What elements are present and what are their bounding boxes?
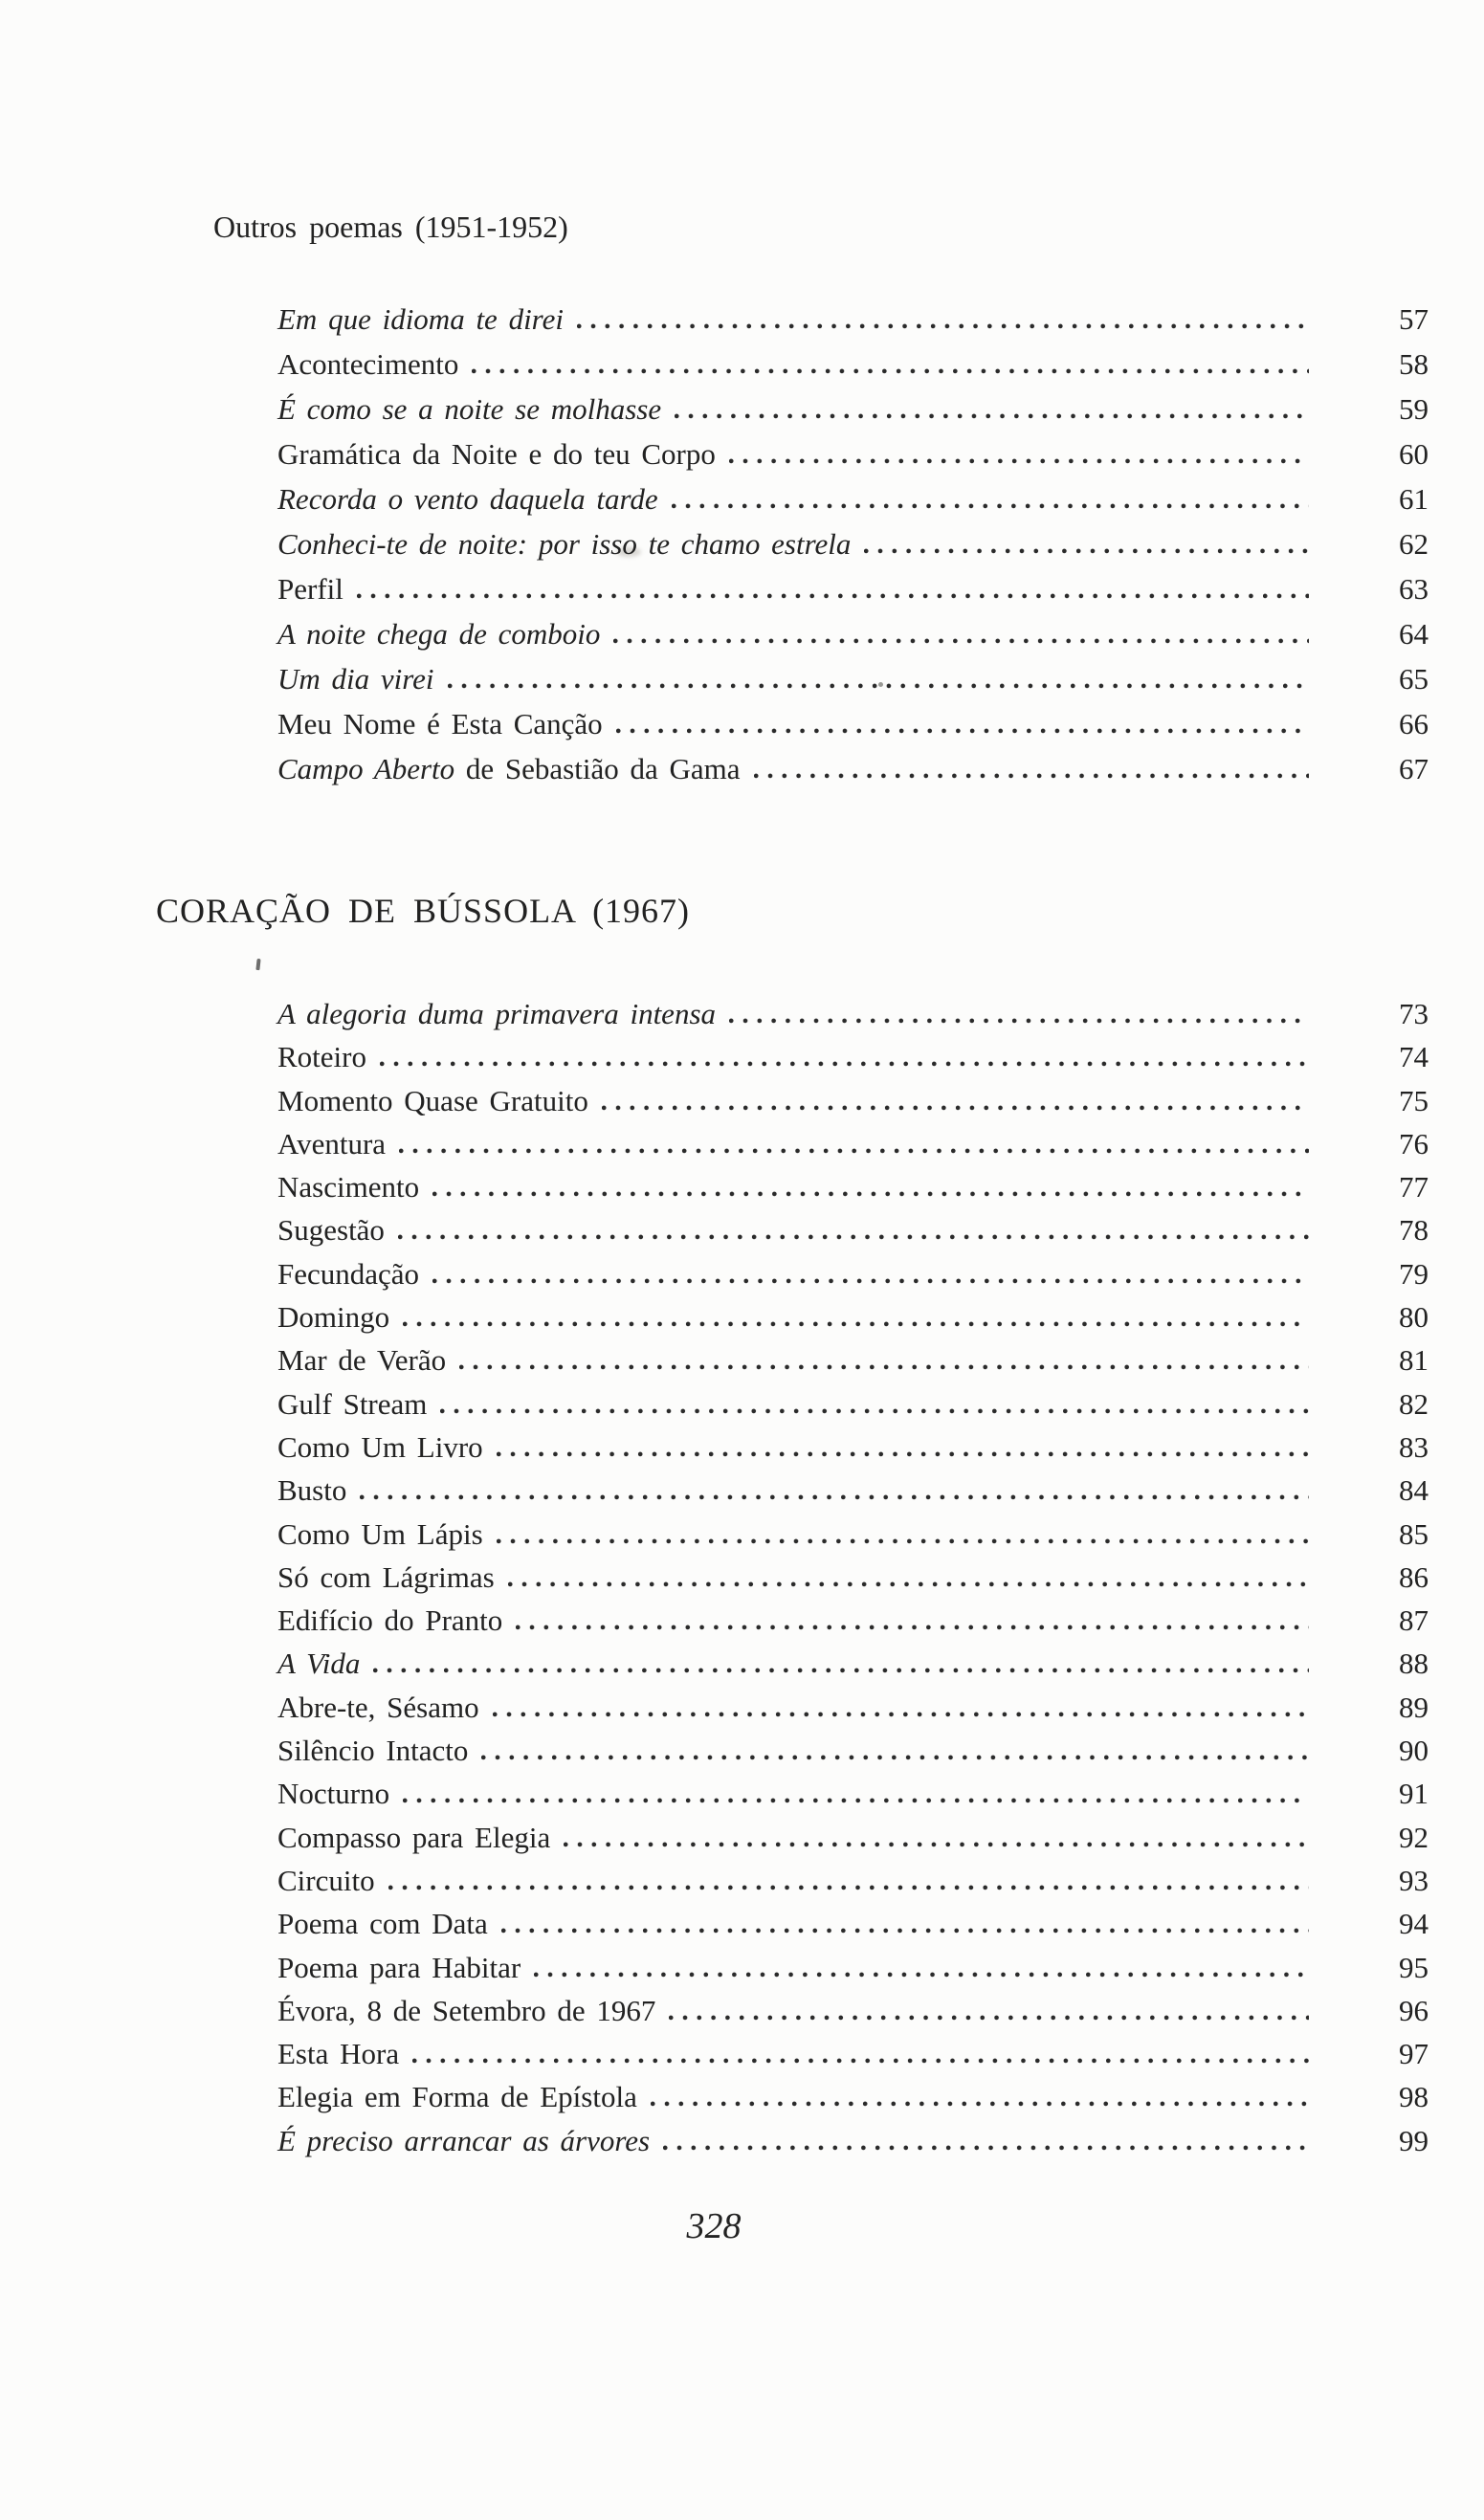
dot-leader [459,1364,1309,1370]
dot-leader [360,1494,1309,1500]
folio-page-number: 328 [686,2206,742,2246]
toc-entry-page: 87 [1399,1603,1429,1638]
toc-entry-title: Como Um Lápis [277,1516,483,1551]
toc-entry-title: Sugestão [277,1213,385,1248]
toc-entry-title: Fecundação [277,1256,420,1291]
dot-leader [440,1408,1309,1414]
toc-entry-page: 61 [1399,482,1429,516]
toc-entry [277,482,1429,527]
toc-entry [277,1517,1429,1560]
toc-entry [277,707,1429,752]
toc-entry-page: 86 [1399,1559,1429,1594]
toc-entry-title: Meu Nome é Esta Canção [277,707,603,741]
toc-list-outros-poemas [277,302,1429,797]
dot-leader [412,2058,1309,2064]
toc-entry-title: Poema com Data [277,1907,488,1941]
toc-entry [277,1387,1429,1430]
toc-entry [277,1994,1429,2037]
toc-entry-page: 65 [1399,662,1429,696]
toc-entry [277,1300,1429,1343]
toc-entry-page: 93 [1399,1863,1429,1897]
toc-entry-page: 84 [1399,1473,1429,1508]
dot-leader [432,1191,1309,1197]
dot-leader [613,638,1309,644]
toc-entry [277,302,1429,347]
dot-leader [373,1668,1309,1673]
toc-entry-title: Circuito [277,1863,375,1897]
toc-entry [277,662,1429,707]
toc-entry [277,572,1429,617]
dot-leader [403,1321,1309,1327]
toc-entry-page: 94 [1399,1907,1429,1941]
toc-entry-page: 60 [1399,437,1429,471]
dot-leader [472,368,1309,374]
toc-entry-page: 62 [1399,527,1429,561]
toc-entry-title: Roteiro [277,1040,366,1074]
toc-entry-title: Em que idioma te direi [277,302,564,336]
toc-entry [277,1560,1429,1603]
toc-entry [277,392,1429,437]
toc-entry-page: 81 [1399,1343,1429,1378]
dot-leader [388,1885,1309,1890]
toc-entry [277,1864,1429,1907]
dot-leader [754,773,1310,779]
toc-entry-page: 92 [1399,1820,1429,1854]
toc-entry-title: Aventura [277,1126,387,1161]
toc-entry-title: Compasso para Elegia [277,1820,551,1854]
toc-entry-page: 63 [1399,572,1429,606]
toc-entry-page: 96 [1399,1993,1429,2027]
dot-leader [651,2101,1309,2107]
toc-entry-page: 95 [1399,1950,1429,1984]
toc-entry-page: 89 [1399,1690,1429,1724]
toc-entry-page: 59 [1399,392,1429,426]
toc-entry [277,1040,1429,1083]
dot-leader [669,2015,1309,2021]
toc-entry-page: 82 [1399,1386,1429,1421]
toc-entry-page: 67 [1399,752,1429,785]
toc-entry-title: Gulf Stream [277,1386,428,1421]
toc-entry [277,1257,1429,1300]
dot-leader [493,1712,1309,1717]
toc-entry-title: Acontecimento [277,347,459,381]
toc-entry [277,997,1429,1040]
dot-leader [432,1278,1309,1284]
toc-entry-title: A noite chega de comboio [277,617,601,651]
toc-entry [277,347,1429,392]
toc-entry [277,1691,1429,1734]
dot-leader [729,458,1309,464]
running-header: Outros poemas (1951-1952) [213,210,568,244]
toc-entry-title: É preciso arrancar as árvores [277,2123,651,2157]
toc-entry-page: 90 [1399,1734,1429,1768]
toc-entry-page: 83 [1399,1429,1429,1464]
toc-entry-page: 78 [1399,1213,1429,1248]
toc-entry-page: 98 [1399,2080,1429,2114]
toc-entry-title: Esta Hora [277,2037,400,2071]
toc-entry [277,1907,1429,1950]
toc-entry-title: Edifício do Pranto [277,1603,503,1638]
toc-entry-page: 91 [1399,1777,1429,1811]
toc-entry-page: 97 [1399,2037,1429,2071]
toc-entry-title: Só com Lágrimas [277,1559,495,1594]
toc-entry [277,1647,1429,1690]
toc-entry-title: Campo Aberto de Sebastião da Gama [277,752,741,785]
toc-entry-page: 79 [1399,1256,1429,1291]
dot-leader [398,1234,1309,1240]
toc-entry [277,1343,1429,1386]
toc-entry-title: É como se a noite se molhasse [277,392,662,426]
toc-entry-page: 88 [1399,1647,1429,1681]
toc-entry-title: Um dia virei [277,662,434,696]
toc-entry-title: Abre-te, Sésamo [277,1690,479,1724]
toc-entry [277,2037,1429,2080]
toc-entry-title: Évora, 8 de Setembro de 1967 [277,1993,656,2027]
toc-entry [277,1213,1429,1256]
toc-entry-title: Elegia em Forma de Epístola [277,2080,637,2114]
toc-entry [277,1734,1429,1777]
dot-leader [864,548,1309,554]
toc-entry-title: Perfil [277,572,343,606]
ink-mark [255,959,260,970]
dot-leader [675,413,1309,419]
toc-entry-page: 58 [1399,347,1429,381]
toc-entry-title: Recorda o vento daquela tarde [277,482,658,516]
dot-leader [534,1972,1309,1978]
toc-entry-page: 66 [1399,707,1429,741]
toc-entry [277,437,1429,482]
toc-entry-title: Gramática da Noite e do teu Corpo [277,437,716,471]
toc-entry [277,1084,1429,1127]
toc-entry-title: Silêncio Intacto [277,1734,469,1768]
toc-list-coracao-de-bussola [277,997,1429,2167]
toc-entry-title: A alegoria duma primavera intensa [277,997,717,1030]
toc-entry-title: Como Um Livro [277,1429,483,1464]
dot-leader [448,683,1309,689]
toc-entry [277,1170,1429,1213]
toc-entry [277,1473,1429,1516]
dot-leader [508,1581,1309,1587]
toc-entry-title: Mar de Verão [277,1343,447,1378]
toc-entry-page: 75 [1399,1083,1429,1117]
toc-entry-page: 77 [1399,1170,1429,1205]
toc-entry [277,527,1429,572]
toc-entry [277,2124,1429,2167]
toc-entry-title: Nocturno [277,1777,390,1811]
toc-entry-page: 57 [1399,302,1429,336]
dot-leader [616,728,1309,734]
toc-entry [277,617,1429,662]
dot-leader [516,1625,1309,1630]
dot-leader [497,1538,1309,1544]
toc-entry [277,2080,1429,2123]
toc-entry [277,1603,1429,1647]
toc-entry-page: 99 [1399,2123,1429,2157]
toc-entry [277,752,1429,797]
toc-entry-title: Conheci-te de noite: por isso te chamo estrela [277,527,852,561]
dot-leader [399,1148,1309,1154]
dot-leader [672,503,1309,509]
dot-leader [497,1451,1309,1457]
toc-entry-title: Poema para Habitar [277,1950,521,1984]
toc-entry [277,1127,1429,1170]
toc-entry-title: Momento Quase Gratuito [277,1083,588,1117]
dot-leader [602,1105,1309,1111]
toc-entry-title: Nascimento [277,1170,420,1205]
dot-leader [564,1842,1309,1847]
section-heading: CORAÇÃO DE BÚSSOLA (1967) [156,892,691,930]
dot-leader [380,1061,1309,1067]
dot-leader [729,1018,1309,1024]
toc-entry [277,1777,1429,1820]
toc-entry-title: Busto [277,1473,347,1508]
dot-leader [481,1755,1309,1760]
toc-entry-title: A Vida [277,1647,361,1681]
toc-entry-page: 80 [1399,1300,1429,1335]
toc-entry-page: 64 [1399,617,1429,651]
dot-leader [577,323,1309,329]
toc-entry [277,1430,1429,1473]
toc-entry-title: Domingo [277,1300,390,1335]
toc-entry-page: 76 [1399,1126,1429,1161]
dot-leader [501,1928,1309,1934]
toc-entry-page: 74 [1399,1040,1429,1074]
dot-leader [663,2145,1309,2151]
toc-entry [277,1951,1429,1994]
toc-entry [277,1821,1429,1864]
toc-entry-page: 73 [1399,997,1429,1030]
toc-entry-page: 85 [1399,1516,1429,1551]
dot-leader [357,593,1309,599]
dot-leader [403,1798,1309,1803]
